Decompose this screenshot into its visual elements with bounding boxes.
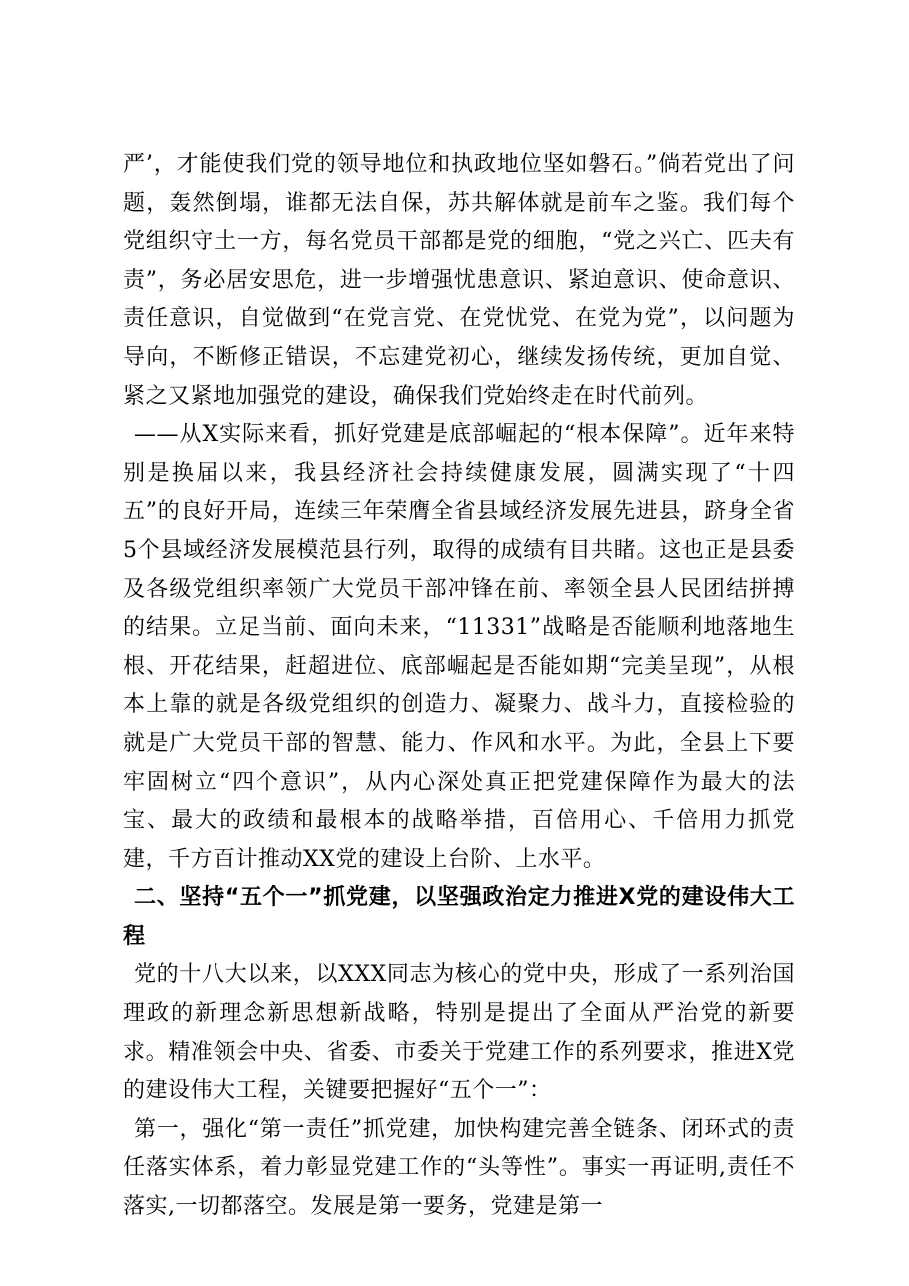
paragraph-party-building-importance: 严’，才能使我们党的领导地位和执政地位坚如磐石。”倘若党出了问题，轰然倒塌，谁都无法自保，苏共解体就是前车之鉴。我们每个党组织守土一方，每名党员干部都是党的细胞，“党之兴亡、匹夫有责”，务必居安思危，进一步增强忧患意识、紧迫意识、使命意识、责任意识，自觉做到“在党言党、在党忧党、在党为党”，以问题为导向，不断修正错误，不忘建党初心，继续发扬传统，更加自觉、紧之又紧地加强党的建设，确保我们党始终走在时代前列。: [123, 152, 795, 409]
paragraph-first-responsibility: 第一，强化“第一责任”抓党建，加快构建完善全链条、闭环式的责任落实体系，着力彰显党建工作的“头等性”。事实一再证明,责任不落实,一切都落空。发展是第一要务，党建是第一: [123, 1116, 795, 1220]
section-heading-two: 二、坚持“五个一”抓党建，以坚强政治定力推进X党的建设伟大工程: [123, 885, 795, 949]
paragraph-local-reality: ——从X实际来看，抓好党建是底部崛起的“根本保障”。近年来特别是换届以来，我县经济社会持续健康发展，圆满实现了“十四五”的良好开局，连续三年荣膺全省县域经济发展先进县，跻身全省5个县域经济发展模范县行列，取得的成绩有目共睹。这也正是县委及各级党组织率领广大党员干部冲锋在前、率领全县人民团结拼搏的结果。立足当前、面向未来，“11331”战略是否能顺利地落地生根、开花结果，赶超进位、底部崛起是否能如期“完美呈现”，从根本上靠的就是各级党组织的创造力、凝聚力、战斗力，直接检验的就是广大党员干部的智慧、能力、作风和水平。为此，全县上下要牢固树立“四个意识”，从内心深处真正把党建保障作为最大的法宝、最大的政绩和最根本的战略举措，百倍用心、千倍用力抓党建，千方百计推动XX党的建设上台阶、上水平。: [123, 422, 795, 872]
document-page: [123, 146, 795, 1227]
paragraph-since-18th-congress: 党的十八大以来，以XXX同志为核心的党中央，形成了一系列治国理政的新理念新思想新战略，特别是提出了全面从严治党的新要求。精准领会中央、省委、市委关于党建工作的系列要求，推进X党的建设伟大工程，关键要把握好“五个一”：: [123, 962, 795, 1104]
